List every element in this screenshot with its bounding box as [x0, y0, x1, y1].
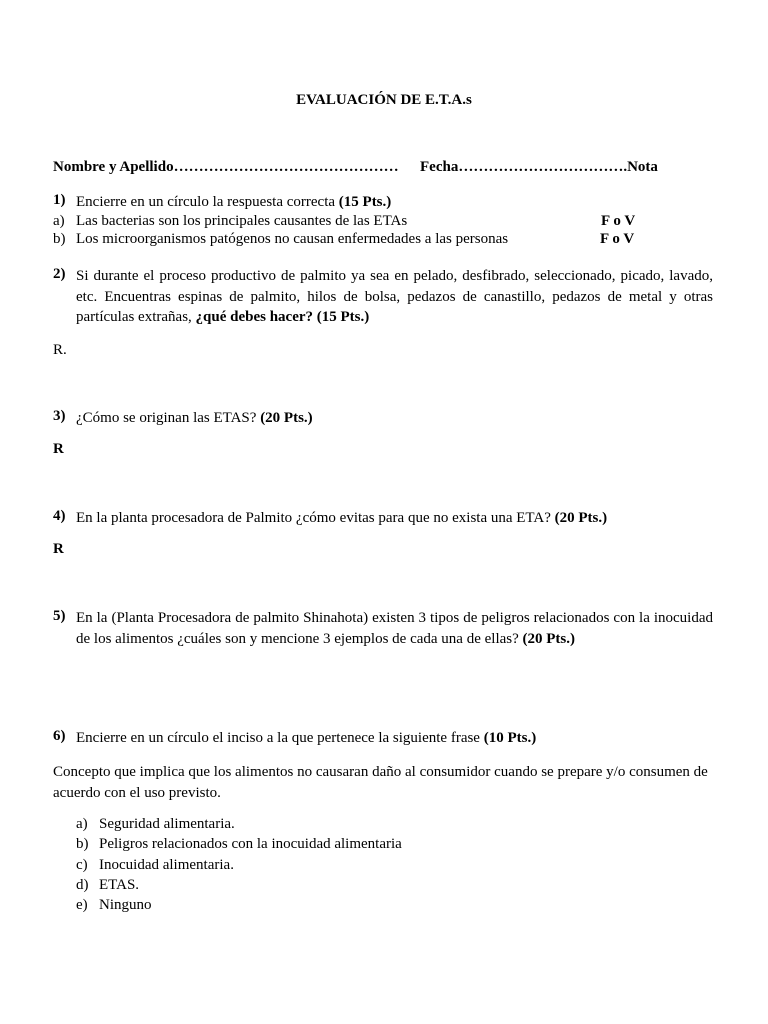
option-letter: a) [76, 816, 88, 832]
answer-label: R [53, 441, 64, 457]
item-text: Los microorganismos patógenos no causan enfermedades a las personas [76, 231, 509, 247]
true-false-choice: F o V [601, 213, 636, 229]
name-field-label: Nombre y Apellido……………………………………… [53, 159, 399, 175]
question-text: Si durante el proceso productivo de palmito ya sea en pelado, desfibrado, seleccionado, picado, lavado, etc. Encuentras espinas de palmito, hilos de bolsa, pedazos de canastillo, pedazos de metal y otras partículas extrañas, ¿qué debes hacer? (15 Pts.) [76, 268, 713, 325]
question-text: En la (Planta Procesadora de palmito Shinahota) existen 3 tipos de peligros relacionados con la inocuidad de los alimentos ¿cuáles son y mencione 3 ejemplos de cada una de ellas? (20 Pts.) [76, 610, 713, 647]
option-letter: e) [76, 897, 88, 914]
option-text: Inocuidad alimentaria. [99, 856, 234, 873]
date-field-label: Fecha…………………………….Nota [420, 159, 658, 175]
question-text: En la planta procesadora de Palmito ¿cómo evitas para que no exista una ETA? (20 Pts.) [76, 510, 608, 526]
question-1 [53, 192, 713, 213]
true-false-choice: F o V [600, 231, 635, 247]
item-letter: a) [53, 213, 65, 229]
question-6 [53, 728, 713, 749]
item-letter: b) [53, 231, 66, 247]
option-letter: c) [76, 856, 88, 873]
option-text: Ninguno [99, 897, 152, 914]
true-false-item [53, 231, 653, 251]
option-text: Peligros relacionados con la inocuidad alimentaria [99, 836, 402, 853]
question-number: 6) [53, 728, 66, 744]
option-item [76, 857, 576, 877]
options-list [76, 816, 576, 917]
option-text: ETAS. [99, 876, 140, 893]
question-2 [53, 266, 713, 328]
option-item [76, 816, 576, 836]
concept-text: Concepto que implica que los alimentos no causaran daño al consumidor cuando se prepare y/o consumen de acuerdo con el uso previsto. [53, 764, 708, 801]
option-item [76, 897, 576, 917]
answer-label: R [53, 541, 64, 557]
question-number: 1) [53, 192, 66, 208]
true-false-item [53, 213, 653, 233]
question-3 [53, 408, 713, 429]
page-title: EVALUACIÓN DE E.T.A.s [296, 92, 472, 108]
question-text: Encierre en un círculo el inciso a la que pertenece la siguiente frase (10 Pts.) [76, 730, 537, 746]
item-text: Las bacterias son los principales causantes de las ETAs [76, 213, 408, 229]
question-text: Encierre en un círculo la respuesta correcta (15 Pts.) [76, 194, 392, 210]
question-number: 3) [53, 408, 66, 424]
option-letter: d) [76, 876, 89, 893]
question-number: 5) [53, 608, 66, 624]
option-item [76, 836, 576, 856]
option-item [76, 877, 576, 897]
option-text: Seguridad alimentaria. [99, 816, 235, 832]
question-4 [53, 508, 713, 529]
question-text: ¿Cómo se originan las ETAS? (20 Pts.) [76, 410, 313, 426]
question-5 [53, 608, 713, 649]
question-number: 4) [53, 508, 66, 524]
answer-label: R. [53, 342, 67, 358]
question-number: 2) [53, 266, 66, 282]
option-letter: b) [76, 836, 89, 853]
